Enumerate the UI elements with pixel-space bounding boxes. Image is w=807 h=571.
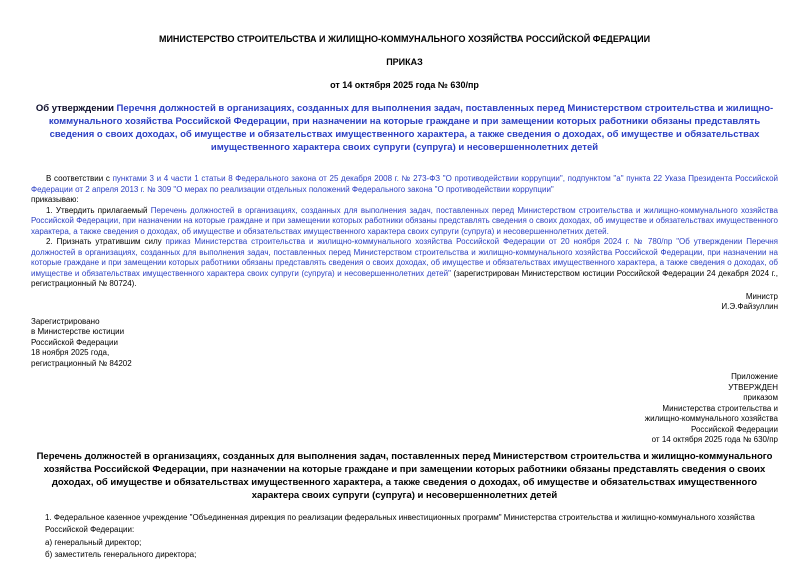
document-title-link[interactable]: Перечня должностей в организациях, созданных для выполнения задач, поставленных перед Министерством строительства и жилищно-коммунального хозяйства Российской Федерации, при назначении на которые граждане и при замещении которых работники обязаны представлять сведения о своих доходах, об имуществе и обязательствах имущественного характера, а также сведения о доходах, об имуществе и обязательствах имущественного характера своих супруги (супруга) и несовершеннолетних детей [48,103,774,153]
signer-name: И.Э.Файзуллин [721,302,778,311]
annex-list [45,512,790,562]
order-item-1 [31,206,778,238]
ministry-name: МИНИСТЕРСТВО СТРОИТЕЛЬСТВА И ЖИЛИЩНО-КОММУНАЛЬНОГО ХОЗЯЙСТВА РОССИЙСКОЙ ФЕДЕРАЦИИ [158,34,651,44]
preamble-prefix: В соответствии с [46,174,113,183]
order-item-2-prefix: 2. Признать утратившим силу [46,237,166,246]
approval-block [31,372,778,446]
annex-heading: Перечень должностей в организациях, созданных для выполнения задач, поставленных перед Министерством строительства и жилищно-коммунального хозяйства Российской Федерации, при назначении на которые граждане и при замещении которых работники обязаны представлять сведения о своих доходах, об имуществе и обязательствах имущественного характера, а также сведения о доходах, об имуществе и обязательствах имущественного характера своих супруги (супруга) и несовершеннолетних детей [36,450,773,501]
order-item-1-prefix: 1. Утвердить прилагаемый [46,205,151,215]
annex-item: б) заместитель генерального директора; [45,550,197,559]
registration-line: Российской Федерации [31,337,118,347]
registration-line: Зарегистрировано [31,316,100,326]
registration-line: 18 ноября 2025 года, [31,348,110,357]
approval-line: Министерства строительства и [662,403,778,413]
approval-line: жилищно-коммунального хозяйства [644,414,778,423]
registration-line: в Министерстве юстиции [31,327,125,336]
preamble-paragraph [31,174,778,195]
approval-line: Российской Федерации [691,424,778,434]
order-item-2-suffix: (зарегистрирован Министерством юстиции Российской Федерации 24 декабря 2024 г., регистрационный № 80724). [31,268,778,288]
registration-line: регистрационный № 84202 [31,358,132,368]
document-type: ПРИКАЗ [386,57,423,67]
document-title [31,102,778,154]
order-item-1-link[interactable]: Перечень должностей в организациях, созданных для выполнения задач, поставленных перед Министерством строительства и жилищно-коммунального хозяйства Российской Федерации, при назначении на которые граждане и при замещении которых работники обязаны представлять сведения о своих доходах, об имуществе и обязательствах имущественного характера, а также сведения о доходах, об имуществе и обязательствах имущественного характера своих супруги (супруга) и несовершеннолетних детей. [31,205,778,236]
signature-block [31,292,778,313]
document-date-number: от 14 октября 2025 года № 630/пр [330,80,479,90]
approval-line: от 14 октября 2025 года № 630/пр [651,435,778,444]
order-word: приказываю: [31,195,79,204]
approval-line: УТВЕРЖДЕН [728,382,778,392]
signer-position: Министр [745,291,778,301]
annex-item: а) генеральный директор; [45,537,142,547]
document-title-prefix: Об утверждении [35,103,117,114]
registration-block [31,317,778,370]
approval-line: приказом [743,393,778,402]
order-item-2 [31,237,778,290]
approval-line: Приложение [731,372,778,381]
order-item-2-link[interactable]: приказ Министерства строительства и жилищно-коммунального хозяйства Российской Федерации от 20 ноября 2024 г. № 780/пр "Об утверждении Перечня должностей в организациях, созданных для выполнения задач, поставленных перед Министерством строительства и жилищно-коммунального хозяйства Российской Федерации, при назначении на которые граждане и при замещении которых работники обязаны представлять сведения о своих доходах, об имуществе и обязательствах имущественного характера, а также сведения о доходах, об имуществе и обязательствах имущественного характера своих супруги (супруга) и несовершеннолетних детей" [31,237,778,278]
legal-basis-link[interactable]: пунктами 3 и 4 части 1 статьи 8 Федерального закона от 25 декабря 2008 г. № 273-ФЗ "О противодействии коррупции", подпунктом "а" пункта 22 Указа Президента Российской Федерации от 2 апреля 2013 г. № 309 "О мерах по реализации отдельных положений Федерального закона "О противодействии коррупции" [31,174,779,194]
annex-item: 1. Федеральное казенное учреждение "Объединенная дирекция по реализации федеральных инвестиционных программ" Министерства строительства и жилищно-коммунального хозяйства Российской Федерации: [45,512,755,534]
